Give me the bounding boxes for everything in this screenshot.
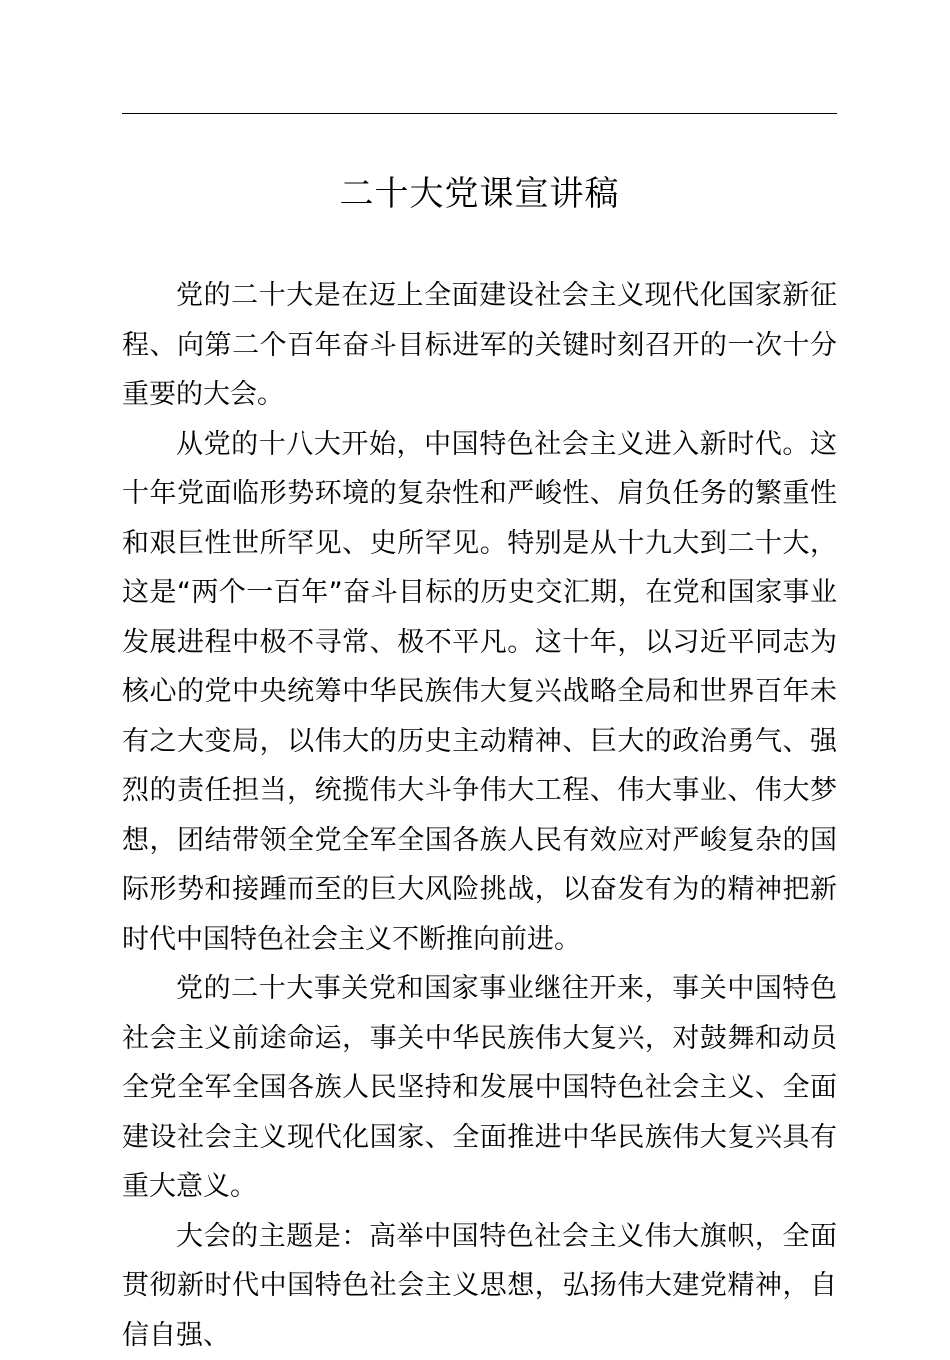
header-rule [122,113,837,114]
paragraph: 党的二十大是在迈上全面建设社会主义现代化国家新征程、向第二个百年奋斗目标进军的关键时刻召开的一次十分重要的大会。 [122,271,837,420]
paragraph: 党的二十大事关党和国家事业继往开来，事关中国特色社会主义前途命运，事关中华民族伟大复兴，对鼓舞和动员全党全军全国各族人民坚持和发展中国特色社会主义、全面建设社会主义现代化国家、全面推进中华民族伟大复兴具有重大意义。 [122,964,837,1212]
document-body [122,271,837,1360]
paragraph: 大会的主题是：高举中国特色社会主义伟大旗帜，全面贯彻新时代中国特色社会主义思想，弘扬伟大建党精神，自信自强、 [122,1212,837,1360]
document-title: 二十大党课宣讲稿 [122,166,837,222]
paragraph: 从党的十八大开始，中国特色社会主义进入新时代。这十年党面临形势环境的复杂性和严峻性、肩负任务的繁重性和艰巨性世所罕见、史所罕见。特别是从十九大到二十大，这是“两个一百年”奋斗目标的历史交汇期，在党和国家事业发展进程中极不寻常、极不平凡。这十年，以习近平同志为核心的党中央统筹中华民族伟大复兴战略全局和世界百年未有之大变局，以伟大的历史主动精神、巨大的政治勇气、强烈的责任担当，统揽伟大斗争伟大工程、伟大事业、伟大梦想，团结带领全党全军全国各族人民有效应对严峻复杂的国际形势和接踵而至的巨大风险挑战，以奋发有为的精神把新时代中国特色社会主义不断推向前进。 [122,420,837,965]
